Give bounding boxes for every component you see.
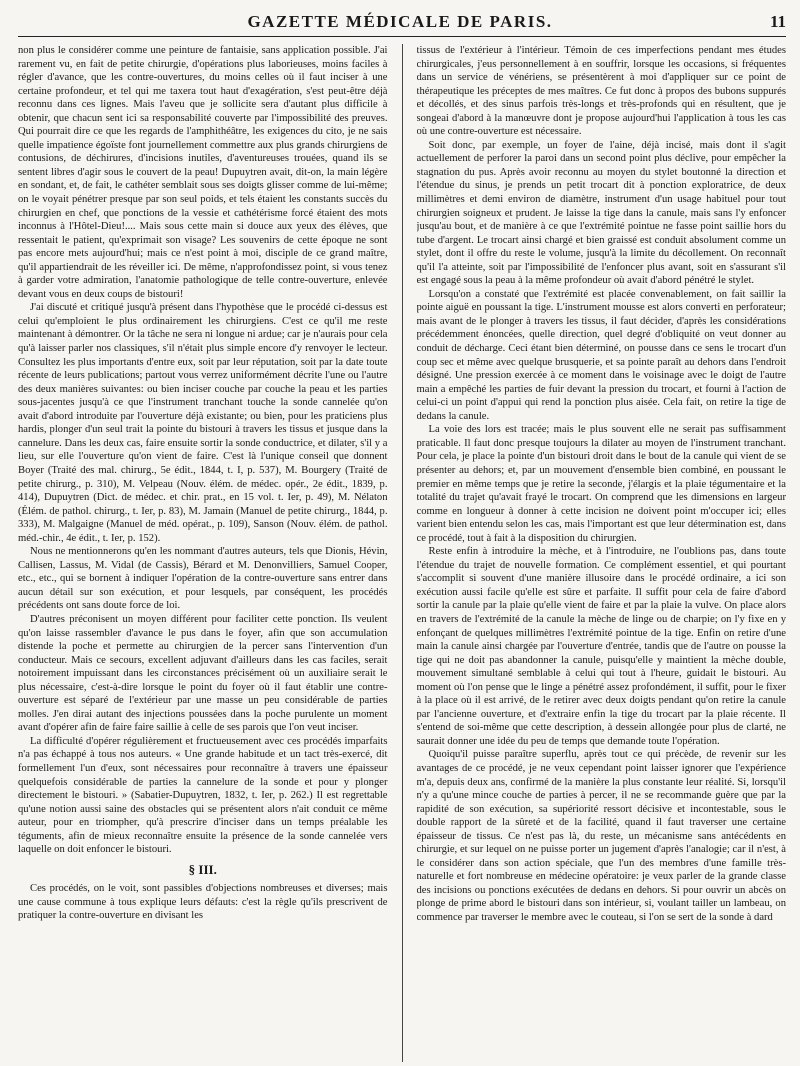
paragraph: non plus le considérer comme une peinture de fantaisie, sans application possible. J'ai rarement vu, en fait de petite chirurgie, d'opérations plus laborieuses, moins faciles à régler d'avance, que les contre-ouvertures, du moins celles où il faut inciser à une certaine profondeur, et tel qui me taxera tout haut d'exagération, s'est peut-être déjà reconnu dans ces lignes. Mais l'aveu que je sollicite sera d'autant plus difficile à obtenir, que chacun sent ici sa responsabilité couverte par l'impossibilité des preuves. Qui pourrait dire ce que les regards de l'amphithéâtre, les exigences du cito, je ne sais quelle impatience égoïste font journellement commettre aux plus grands chirurgiens de contusions, de déchirures, d'incisions inutiles, d'aventureuses trouées, quand ils se sentent libres d'agir sous le couvert de la peau! Dupuytren avait, dit-on, la main légère en sondant, et, de fait, le cathéter semblait sous ses doigts glisser comme de lui-même; on le voyait pénétrer presque par son seul poids, et tels étaient les constants succès du chirurgien en chef, que ponctions de la vessie et cathétérisme forcé étaient des mots inconnus à l'Hôtel-Dieu!.... Mais sous cette main si douce aux yeux des élèves, que ressentait le patient, qu'exprimait son visage? Les souvenirs de cette époque ne sont pas encore mets aujourd'hui; mais ce n'est point à moi, disciple de ce grand maître, qu'il appartiendrait de les réveiller ici. De même, n'approfondissez point, si vous tenez à garder votre admiration, l'anatomie pathologique de telle contre-ouverture, enlevée devant vous en deux coups de bistouri!: [18, 45, 388, 300]
paragraph: Ces procédés, on le voit, sont passibles d'objections nombreuses et diverses; mais une cause commune à tous explique leurs défauts: c'est la règle qu'ils prescrivent de pratiquer la contre-ouverture en divisant les: [18, 883, 388, 922]
left-column: [18, 44, 388, 1062]
paragraph: Nous ne mentionnerons qu'en les nommant d'autres auteurs, tels que Dionis, Hévin, Callisen, Lassus, M. Vidal (de Cassis), Bérard et M. Denonvilliers, Samuel Cooper, etc., etc., qui se bornent à indiquer l'opération de la contre-ouverture sans entrer dans aucun détail sur son exécution, et pour lesquels, par conséquent, les procédés précédents ont sans doute force de loi.: [18, 546, 388, 612]
right-column: [417, 44, 787, 1062]
paragraph: J'ai discuté et critiqué jusqu'à présent dans l'hypothèse que le procédé ci-dessus est celui qu'emploient le plus ordinairement les chirurgiens. C'est ce qu'il me reste maintenant à démontrer. Or la tâche ne sera ni longue ni ardue; car je n'aurais pour cela qu'à laisser parler nos classiques, s'il n'était plus simple encore d'y renvoyer le lecteur. Consultez les plus importants d'entre eux, soit par leur réputation, soit par la date toute récente de leurs publications; partout vous verrez uniformément décrite l'une ou l'autre des deux manières suivantes: ou bien inciser couche par couche la peau et les parties sous-jacentes jusqu'à ce que l'instrument tranchant touche la sonde cannelée qu'on avait d'abord introduite par l'ouverture déjà existante; ou bien, pour les praticiens plus hardis, plonger d'un seul trait la pointe du bistouri à travers les tissus et jusque dans la cannelure. Dans les deux cas, faire ensuite sortir la sonde conductrice, et dilater, s'il y a lieu, sur elle l'ouverture qu'on vient de faire. C'est là l'unique conseil que donnent Boyer (Traité des mal. chirurg., 5e édit., 1844, t. I, p. 537), M. Bourgery (Traité de petite chirurg., p. 310), M. Velpeau (Nouv. élém. de médec. opér., 2e édit., 1839, p. 414), Dupuytren (Dict. de médec. et chir. prat., en 15 vol. t. Ier, p. 49), M. Nélaton (Élém. de pathol. chirurg., t. Ier, p. 83), M. Jamain (Manuel de petite chirurg., 1844, p. 333), M. Malgaigne (Manuel de méd. opérat., p. 109), Sanson (Nouv. élém. de pathol. méd.-chir., 4e édit., t. Ier, p. 152).: [18, 302, 388, 544]
header-rule: [18, 36, 786, 37]
journal-title: GAZETTE MÉDICALE DE PARIS.: [247, 12, 553, 31]
paragraph: D'autres préconisent un moyen différent pour faciliter cette ponction. Ils veulent qu'on laisse rassembler d'avance le pus dans le foyer, afin que son accumulation distende la poche et permette au chirurgien de la percer sans l'intervention d'un conducteur. Mais ce secours, excellent adjuvant d'ailleurs dans les cas faciles, serait notoirement impuissant dans les circonstances précisément où un auxiliaire serait le plus nécessaire, c'est-à-dire lorsque le point du foyer où il faut établir une contre-ouverture est séparé de l'extérieur par une masse un peu considérable de parties molles. J'en dirai autant des injections poussées dans la poche purulente un moment avant d'opérer afin de faire faire saillie à celle de ses parois que l'on veut inciser.: [18, 613, 388, 734]
paragraph: La voie des lors est tracée; mais le plus souvent elle ne serait pas suffisamment praticable. Il faut donc presque toujours la dilater au moyen de l'instrument tranchant. Pour cela, je place la pointe d'un bistouri droit dans le bout de la canule qui vient de se présenter au dehors; et, par un mouvement d'ensemble bien combiné, en poussant le premier en même temps que je retire la seconde, j'élargis et la plaie tégumentaire et la totalité du trajet qu'avait frayé le trocart. On comprend que les dimensions en largeur comme en longueur à donner à cette incision ne doivent point m'occuper ici; elles varient bien entendu selon les cas, mais l'important est que leur détermination est, dans ce procédé, tout à fait à la disposition du chirurgien.: [416, 424, 786, 544]
paragraph: Quoiqu'il puisse paraître superflu, après tout ce qui précède, de revenir sur les avantages de ce procédé, je ne veux cependant point laisser ignorer que l'expérience m'a, depuis deux ans, confirmé de la manière la plus constante leur réalité. Si, lorsqu'il n'y a qu'une mince couche de parties à percer, il ne se recommande guère que par la rapidité de son exécution, sa supériorité ressort décisive et incontestable, sous le double rapport de la sûreté et de la facilité, quand il faut traverser une certaine épaisseur de tissus. Ce n'est pas là, du reste, un mécanisme sans antécédents en chirurgie, et sur lequel on ne puisse porter un jugement d'après l'analogie; car il n'est, à le considérer dans son action spéciale, que l'un des membres d'une famille très-naturelle et fort nombreuse en médecine opératoire: je veux parler de la grande classe des incisions ou ponctions exécutées de dedans en dehors. Si pour ouvrir un abcès on plonge de prime abord le bistouri dans son intérieur, si, voulant tailler un lambeau, on commence par traverser le membre avec le couteau, si l'on se sert de la sonde à dard: [416, 749, 786, 923]
section-heading: § III.: [188, 861, 217, 877]
page-header: [0, 0, 800, 40]
paragraph: tissus de l'extérieur à l'intérieur. Témoin de ces imperfections pendant mes études chirurgicales, j'eus personnellement à en souffrir, lorsque les occasions, si fréquentes dans un service de vénériens, se présentèrent à moi d'appliquer sur ce point de thérapeutique les préceptes de mes maîtres. Ce fut donc à propos des bubons suppurés et décollés, et des sinus parfois très-longs et très-profonds qui en résultent, que je songeai d'abord à la manœuvre dont je propose aujourd'hui l'application à tous les cas où une contre-ouverture est nécessaire.: [416, 45, 786, 138]
column-divider: [402, 44, 403, 1062]
page-number: 11: [769, 12, 786, 31]
paragraph: Lorsqu'on a constaté que l'extrémité est placée convenablement, on fait saillir la pointe aiguë en poussant la tige. L'instrument mousse est alors converti en perforateur; mais avant de le plonger à travers les tissus, il faut décider, d'après les considérations précédemment énoncées, quelle direction, quel degré d'obliquité on veut donner au conduit de décharge. Ceci étant bien déterminé, on pousse dans ce sens le trocart d'un coup sec et même avec quelque brusquerie, et sa pointe paraît au dehors dans l'endroit désigné. Une pression exercée à ce moment dans le voisinage avec le doigt de l'autre main a empêché les parties de fuir devant la pression du trocart, et fourni à l'action de celui-ci un point d'appui qui rend la ponction plus aisée. Cela fait, on retire la tige de dedans la canule.: [416, 288, 786, 422]
paragraph: Reste enfin à introduire la mèche, et à l'introduire, ne l'oublions pas, dans toute l'étendue du trajet de nouvelle formation. Ce complément essentiel, et qui pourtant s'accomplit si souvent d'une manière illusoire dans le procédé ordinaire, a ici son exécution aussi facile qu'elle est sûre et parfaite. Il suffit pour cela de faire d'abord sortir la canule par la plaie qu'elle vient de faire et par la plaie la vulve. On place alors en travers de l'extrémité de la canule la mèche de linge ou de charpie; on l'y fixe en y enfonçant de quelques millimètres l'extrémité pointue de la tige. Enfin on retire d'une main la canule ainsi chargée par l'ouverture d'entrée, tandis que de l'autre on pousse la tige qui ne doit pas abandonner la canule, puisqu'elle y maintient la mèche double, mouvement simultané semblable à celui qui tout à l'heure, guidait le bistouri. Au moment où l'on pense que le linge a pénétré assez profondément, il suffit, pour le fixer à la place où il est arrivé, de le retirer avec deux doigts pendant qu'on retire la canule par l'ancienne ouverture, et d'extraire enfin la tige du trocart par la plaie récente. Il s'entend de soi-même que cette description, à dessein allongée pour plus de clarté, ne saurait donner une idée du peu de temps que demande toute l'opération.: [416, 546, 786, 747]
text-columns: [18, 44, 786, 1062]
paragraph: Soit donc, par exemple, un foyer de l'aine, déjà incisé, mais dont il s'agit actuellement de perforer la paroi dans un second point plus déclive, pour empêcher la stagnation du pus. Après avoir reconnu au moyen du stylet boutonné la direction et l'étendue du sinus, je prends un petit trocart dit à ponction exploratrice, de deux millimètres et demi environ de diamètre, instrument d'un usage habituel pour tout chirurgien soigneux et prudent. Je laisse la tige dans la canule, mais sans l'y enfoncer jusqu'au bout, et de manière à ce que l'extrémité pointue ne fasse point saillie hors du tube d'argent. Le trocart ainsi chargé et bien graissé est conduit absolument comme un stylet, dont il offre du reste le volume, jusqu'à la limite du décollement. On reconnaît qu'il l'a atteinte, soit par l'impossibilité de l'enfoncer plus avant, soit en s'assurant s'il est engagé sous la peau à la même profondeur où avait d'abord pénétré le stylet.: [416, 139, 786, 287]
paragraph: La difficulté d'opérer régulièrement et fructueusement avec ces procédés imparfaits n'a pas échappé à tous nos auteurs. « Une grande habitude et un tact très-exercé, dit formellement l'un d'eux, sont nécessaires pour reconnaître à travers une épaisseur quelquefois considérable de parties la cannelure de la sonde et pour y plonger directement le bistouri. » (Sabatier-Dupuytren, 1832, t. Ier, p. 262.) Il est regrettable qu'une notion aussi saine des obstacles qui se présentent alors n'ait conduit ce même auteur, pour en triompher, qu'à prescrire d'inciser dans un temps préalable les téguments, afin de mieux reconnaître ensuite la présence de la sonde cannelée vers laquelle on doit enfoncer le bistouri.: [18, 735, 388, 856]
